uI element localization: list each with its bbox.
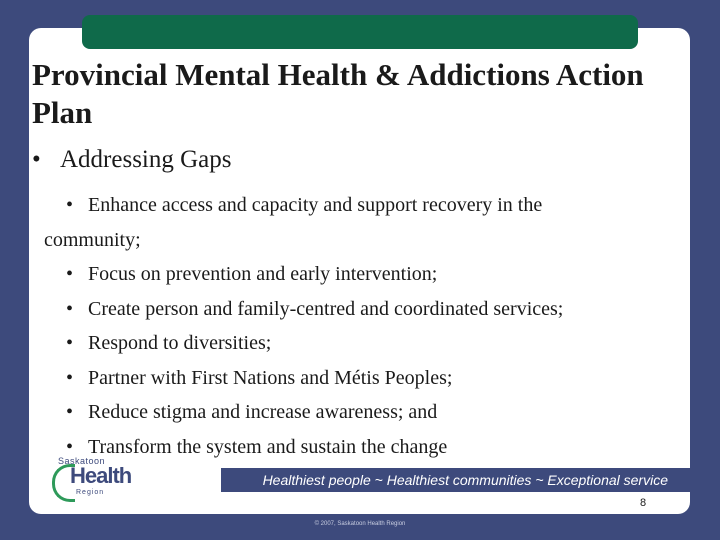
subheading-bullet: • [32,146,41,173]
list-item [66,361,666,396]
bullet-marker: • [66,332,74,354]
subheading-text: Addressing Gaps [60,146,232,173]
list-item [66,257,666,292]
bullet-marker: • [66,401,74,423]
copyright-notice: © 2007, Saskatoon Health Region [314,521,406,527]
list-item-text: Reduce stigma and increase awareness; and [88,401,438,423]
logo-text-line2: Health [70,463,132,488]
bullet-marker: • [66,435,74,458]
slide-number: 8 [640,497,647,509]
logo-text-line3: Region [76,489,105,496]
list-item [66,188,666,223]
tagline-bar: Healthiest people ~ Healthiest communities ~ Exceptional service [221,468,690,492]
subheading [32,146,232,174]
list-item-text: community; [44,228,141,251]
list-item [66,395,666,430]
list-item-text: Focus on prevention and early intervention; [88,263,438,285]
bullet-marker: • [66,194,74,216]
list-item-text: Enhance access and capacity and support recovery in the [88,194,543,216]
bullet-list [44,188,666,464]
title-accent-bar [82,15,638,49]
bullet-marker: • [66,263,74,285]
bullet-marker: • [66,297,74,320]
list-item-text: Create person and family-centred and coordinated services; [88,297,564,320]
list-item [66,326,666,361]
list-item-text: Transform the system and sustain the change [88,435,448,458]
list-item [66,430,666,465]
health-region-logo [48,456,132,502]
list-item-text: Respond to diversities; [88,332,272,354]
list-item [66,292,666,327]
slide-title: Provincial Mental Health & Addictions Action Plan [32,57,644,130]
bullet-marker: • [66,366,74,389]
logo-text-line1: Saskatoon [58,456,106,466]
list-item-continuation [44,223,666,258]
list-item-text: Partner with First Nations and Métis Peoples; [88,366,453,389]
